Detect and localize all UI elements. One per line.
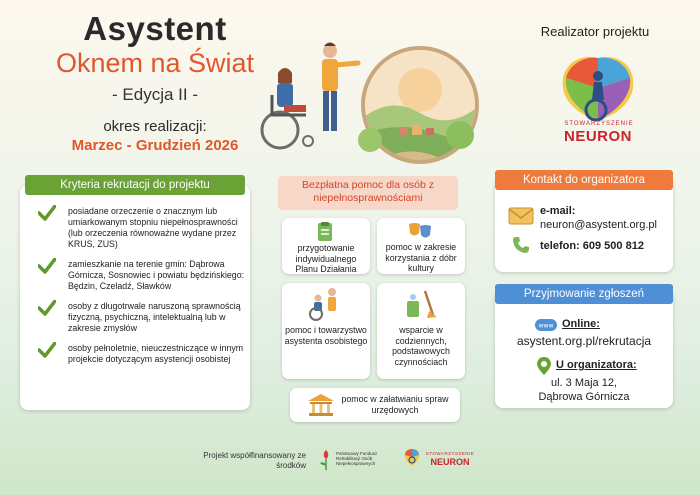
online-url[interactable]: asystent.org.pl/rekrutacja — [516, 334, 652, 348]
government-building-icon — [306, 393, 336, 417]
location-pin-icon — [536, 356, 552, 376]
neuron-footer-name: NEURON — [430, 457, 470, 467]
help-title: Bezpłatna pomoc dla osób z niepełnosprawnościami — [278, 176, 458, 210]
criteria-item-text: osoby z długotrwale naruszoną sprawnością fizyczną, psychiczną, intelektualną lub w zakresie zmysłów — [68, 301, 241, 333]
edition-label: - Edycja II - — [112, 85, 198, 104]
pfron-logo — [318, 449, 334, 471]
realizator-label: Realizator projektu — [540, 24, 650, 39]
email-value[interactable]: neuron@asystent.org.pl — [540, 219, 657, 231]
theatre-masks-icon — [407, 222, 433, 240]
assistant-illustration — [250, 35, 510, 165]
office-label: U organizatora: — [556, 359, 637, 371]
neuron-logo-name: NEURON — [563, 128, 632, 145]
address-line1: ul. 3 Maja 12, — [550, 377, 618, 389]
help-item-text: pomoc w zakresie korzystania z dóbr kultury — [385, 242, 457, 273]
email-label: e-mail: — [540, 205, 576, 217]
applications-title: Przyjmowanie zgłoszeń — [495, 284, 673, 304]
poster-subtitle: Oknem na Świat — [55, 48, 255, 78]
www-icon — [534, 318, 558, 332]
criteria-title: Kryteria rekrutacji do projektu — [25, 175, 245, 195]
cleaning-supplies-icon — [403, 287, 439, 319]
contact-title: Kontakt do organizatora — [495, 170, 673, 190]
help-item-assistant — [282, 283, 370, 379]
help-item-daily — [377, 283, 465, 379]
period-label: okres realizacji: — [103, 118, 207, 135]
check-icon — [38, 300, 56, 316]
poster-title: Asystent — [83, 10, 227, 47]
criteria-list — [32, 206, 247, 374]
assistant-wheelchair-icon — [306, 287, 346, 321]
criteria-item-text: posiadane orzeczenie o znacznym lub umiarkowanym stopniu niepełnosprawności (lub orzeczenia równoważne wydane przez KRUS, ZUS) — [68, 206, 238, 249]
check-icon — [38, 205, 56, 221]
clipboard-icon — [312, 222, 338, 242]
pfron-name: Państwowy Fundusz Rehabilitacji Osób Niepełnosprawnych — [336, 451, 378, 466]
help-item-office — [290, 388, 460, 422]
help-item-text: pomoc i towarzystwo asystenta osobistego — [284, 325, 368, 346]
cofinanced-label: Projekt współfinansowany ze środków — [203, 451, 306, 470]
envelope-icon — [508, 206, 534, 226]
criteria-item-text: osoby pełnoletnie, nieuczestniczące w innym projekcie dotyczącym asystencji osobistej — [68, 343, 244, 364]
criteria-item — [32, 206, 247, 250]
help-item-text: przygotowanie indywidualnego Planu Działania — [295, 243, 357, 274]
phone-icon — [512, 236, 530, 254]
help-item-culture — [377, 218, 465, 274]
period-value: Marzec - Grudzień 2026 — [71, 137, 239, 154]
help-item-text: pomoc w załatwianiu spraw urzędowych — [341, 394, 449, 415]
help-item-plan — [282, 218, 370, 274]
neuron-footer-logo — [403, 448, 421, 468]
criteria-item — [32, 343, 247, 365]
check-icon — [38, 342, 56, 358]
criteria-item — [32, 301, 247, 334]
criteria-item — [32, 259, 247, 292]
criteria-item-text: zamieszkanie na terenie gmin: Dąbrowa Górnicza, Sosnowiec i powiatu będzińskiego: Będzin, Czeladź, Sławków — [68, 259, 245, 291]
neuron-footer-tagline: STOWARZYSZENIE — [425, 451, 475, 456]
neuron-logo-tagline: STOWARZYSZENIE — [564, 121, 634, 127]
svg-text:www: www — [538, 322, 554, 330]
check-icon — [38, 258, 56, 274]
help-item-text: wsparcie w codziennych, podstawowych czynnościach — [392, 325, 450, 367]
address-line2: Dąbrowa Górnicza — [538, 391, 630, 403]
online-label: Online: — [562, 318, 600, 330]
phone-value[interactable]: telefon: 609 500 812 — [540, 240, 644, 252]
